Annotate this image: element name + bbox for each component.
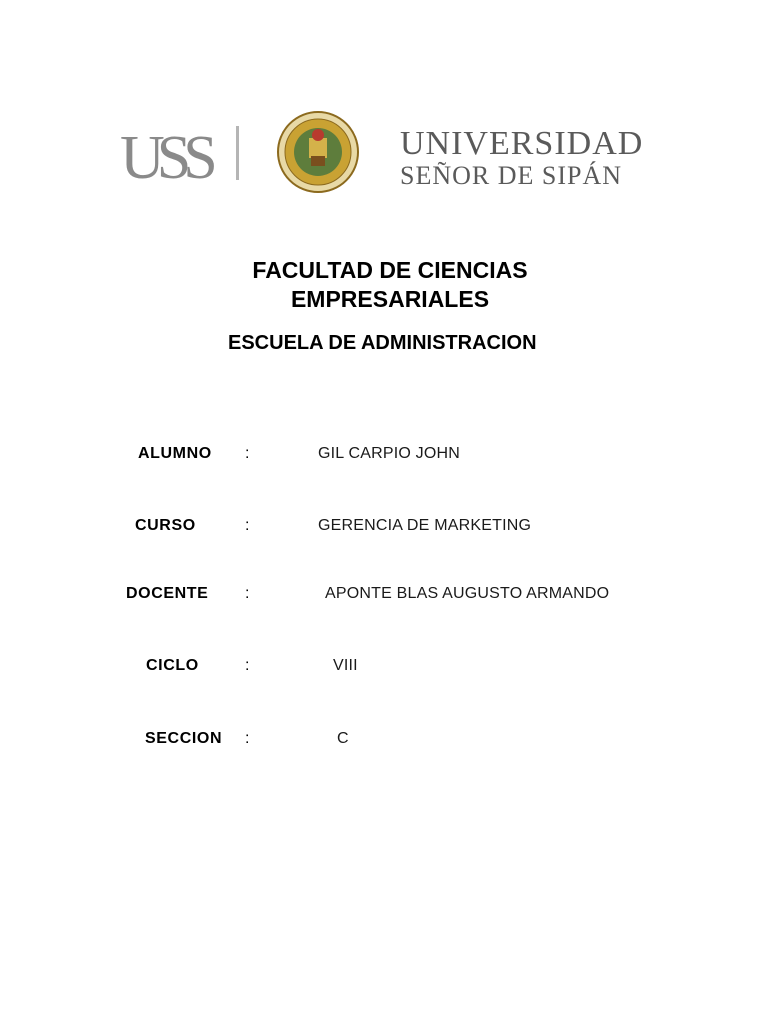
university-logo (120, 108, 692, 198)
field-row-curso (0, 514, 768, 538)
field-value: GERENCIA DE MARKETING (318, 517, 532, 534)
field-label: DOCENTE (126, 585, 209, 602)
field-value: APONTE BLAS AUGUSTO ARMANDO (325, 585, 610, 602)
logo-name-line1: UNIVERSIDAD (400, 125, 644, 162)
field-value: GIL CARPIO JOHN (318, 445, 460, 462)
field-value: VIII (333, 657, 358, 674)
field-label: SECCION (145, 730, 223, 747)
faculty-title-line2: EMPRESARIALES (290, 286, 490, 312)
field-separator: : (245, 585, 250, 602)
field-row-docente (0, 582, 768, 606)
field-value: C (337, 730, 349, 747)
school-title: ESCUELA DE ADMINISTRACION (228, 332, 537, 354)
field-separator: : (245, 730, 250, 747)
university-seal-icon (256, 108, 380, 198)
logo-acronym: USS (120, 124, 210, 192)
field-row-seccion (0, 727, 768, 751)
faculty-title (190, 256, 590, 314)
field-row-ciclo (0, 654, 768, 678)
field-row-alumno (0, 442, 768, 466)
field-label: ALUMNO (138, 445, 212, 462)
logo-divider (236, 126, 239, 180)
field-label: CURSO (135, 517, 196, 534)
field-label: CICLO (146, 657, 199, 674)
field-separator: : (245, 657, 250, 674)
field-separator: : (245, 445, 250, 462)
faculty-title-line1: FACULTAD DE CIENCIAS (252, 257, 528, 283)
logo-name-line2: SEÑOR DE SIPÁN (400, 161, 623, 190)
field-separator: : (245, 517, 250, 534)
